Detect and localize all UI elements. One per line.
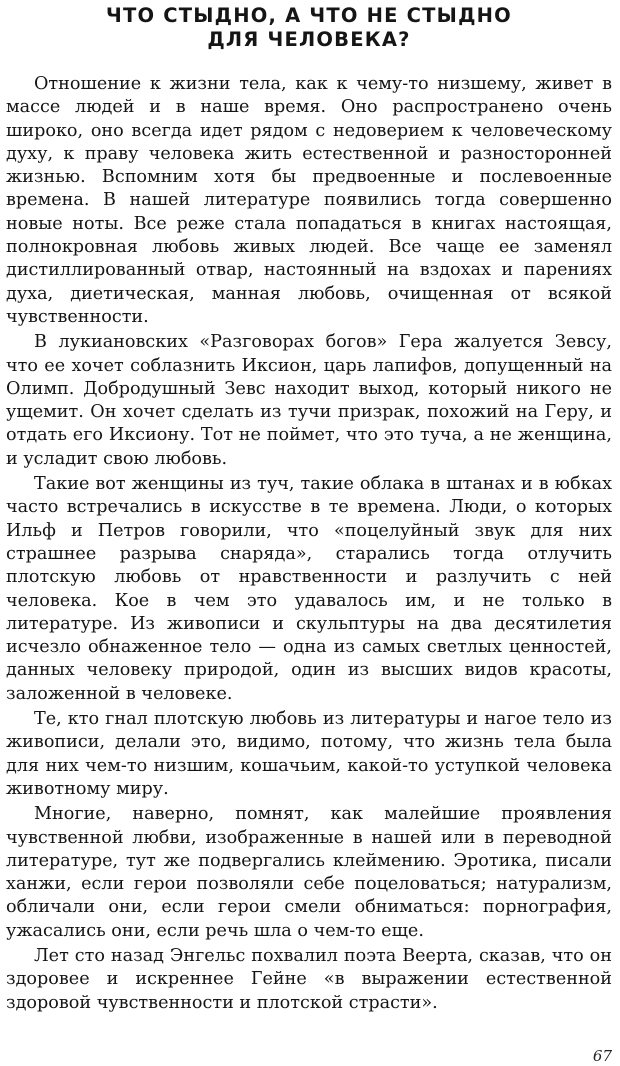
chapter-title-line-1: ЧТО СТЫДНО, А ЧТО НЕ СТЫДНО — [106, 4, 512, 27]
body-text — [6, 73, 612, 1015]
chapter-title — [6, 4, 612, 52]
paragraph-4: Те, кто гнал плотскую любовь из литературы и нагое тело из живописи, делали это, видимо, потому, что жизнь тела была для них чем-то низшим, кошачьим, какой-то уступкой человека животному миру. — [6, 709, 612, 799]
chapter-title-line-2: ДЛЯ ЧЕЛОВЕКА? — [207, 28, 411, 51]
paragraph-1: Отношение к жизни тела, как к чему-то низшему, живет в массе людей и в наше время. Оно распространено очень широко, оно всегда идет рядом с недоверием к человеческому духу, к праву человека жить естественной и разносторонней жизнью. Вспомним хотя бы предвоенные и послевоенные времена. В нашей литературе появились тогда совершенно новые ноты. Все реже стала попадаться в книгах настоящая, полнокровная любовь живых людей. Все чаще ее заменял дистиллированный отвар, настоянный на вздохах и парениях духа, диетическая, манная любовь, очищенная от всякой чувственности. — [6, 74, 612, 327]
paragraph-3: Такие вот женщины из туч, такие облака в штанах и в юбках часто встречались в искусстве в те времена. Люди, о которых Ильф и Петров говорили, что «поцелуйный звук для них страшнее разрыва снаряда», старались тогда отлучить плотскую любовь от нравственности и разлучить с ней человека. Кое в чем это удавалось им, и не только в литературе. Из живописи и скульптуры на два десятилетия исчезло обнаженное тело — одна из самых светлых ценностей, данных человеку природой, один из высших видов красоты, заложенной в человеке. — [6, 474, 612, 704]
paragraph-2: В лукиановских «Разговорах богов» Гера жалуется Зевсу, что ее хочет соблазнить Иксион, царь лапифов, допущенный на Олимп. Добродушный Зевс находит выход, который никого не ущемит. Он хочет сделать из тучи призрак, похожий на Геру, и отдать его Иксиону. Тот не поймет, что это туча, а не женщина, и усладит свою любовь. — [6, 332, 612, 469]
paragraph-6: Лет сто назад Энгельс похвалил поэта Веерта, сказав, что он здоровее и искреннее Гейне «в выражении естественной здоровой чувственности и плотской страсти». — [6, 945, 612, 1013]
page-number: 67 — [592, 1047, 612, 1065]
paragraph-5: Многие, наверно, помнят, как малейшие проявления чувственной любви, изображенные в нашей или в переводной литературе, тут же подвергались клеймению. Эротика, писали ханжи, если герои позволяли себе поцеловаться; натурализм, обличали они, если герои смели обниматься: порнография, ужасались они, если речь шла о чем-то еще. — [6, 804, 612, 941]
